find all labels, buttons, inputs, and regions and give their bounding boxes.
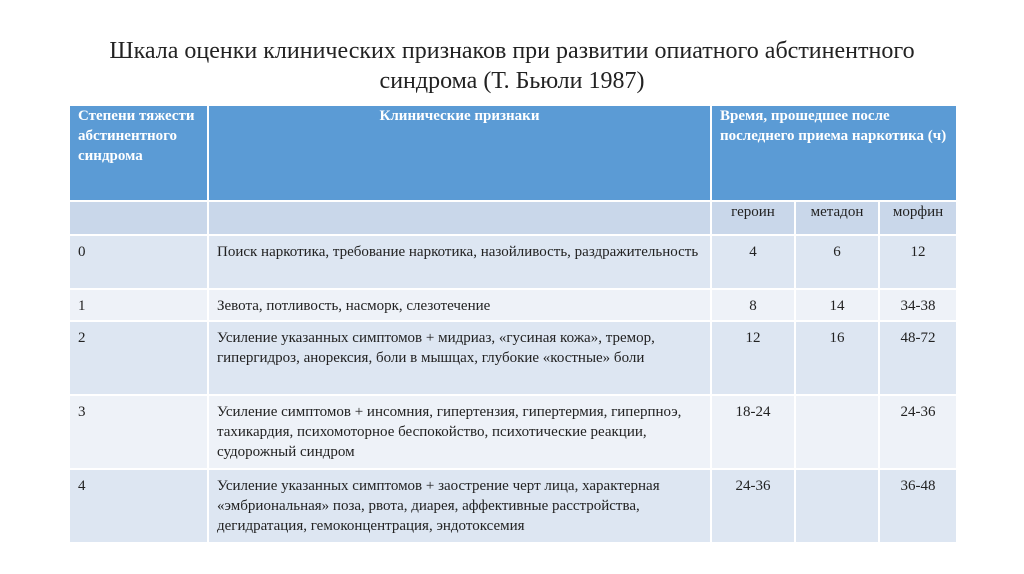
subheader-morphine: морфин (879, 201, 957, 235)
methadone-hours-cell: 14 (795, 289, 879, 321)
table-row (69, 469, 957, 543)
morphine-hours-cell: 24-36 (879, 395, 957, 469)
column-header-severity: Степени тяжести абстинентного синдрома (69, 105, 208, 201)
table-header-row (69, 105, 957, 201)
heroin-hours-cell: 12 (711, 321, 795, 395)
clinical-signs-cell: Зевота, потливость, насморк, слезотечение (208, 289, 711, 321)
methadone-hours-cell: 6 (795, 235, 879, 289)
morphine-hours-cell: 48-72 (879, 321, 957, 395)
heroin-hours-cell: 18-24 (711, 395, 795, 469)
clinical-signs-cell: Усиление указанных симптомов + заострение черт лица, характерная «эмбриональная» поза, рвота, диарея, аффективные расстройства, дегидратация, гемоконцентрация, эндотоксемия (208, 469, 711, 543)
methadone-hours-cell (795, 469, 879, 543)
methadone-hours-cell (795, 395, 879, 469)
morphine-hours-cell: 12 (879, 235, 957, 289)
severity-grade-cell: 4 (69, 469, 208, 543)
subheader-heroin: героин (711, 201, 795, 235)
subheader-methadone: метадон (795, 201, 879, 235)
severity-grade-cell: 0 (69, 235, 208, 289)
subheader-empty-cell (69, 201, 208, 235)
withdrawal-scale-table (68, 104, 958, 544)
table-row (69, 395, 957, 469)
table-row (69, 321, 957, 395)
severity-grade-cell: 3 (69, 395, 208, 469)
slide-title-line-1: Шкала оценки клинических признаков при развитии опиатного абстинентного (109, 38, 915, 64)
table-row (69, 289, 957, 321)
clinical-signs-cell: Усиление симптомов + инсомния, гипертензия, гипертермия, гиперпноэ, тахикардия, психомоторное беспокойство, психотические реакции, судорожный синдром (208, 395, 711, 469)
clinical-signs-cell: Усиление указанных симптомов + мидриаз, «гусиная кожа», тремор, гипергидроз, анорексия, боли в мышцах, глубокие «костные» боли (208, 321, 711, 395)
methadone-hours-cell: 16 (795, 321, 879, 395)
severity-grade-cell: 2 (69, 321, 208, 395)
table-row (69, 235, 957, 289)
clinical-signs-cell: Поиск наркотика, требование наркотика, назойливость, раздражительность (208, 235, 711, 289)
morphine-hours-cell: 34-38 (879, 289, 957, 321)
slide-title-line-2: синдрома (Т. Бьюли 1987) (379, 68, 645, 94)
heroin-hours-cell: 4 (711, 235, 795, 289)
heroin-hours-cell: 24-36 (711, 469, 795, 543)
morphine-hours-cell: 36-48 (879, 469, 957, 543)
column-header-time-since-last-dose: Время, прошедшее после последнего приема наркотика (ч) (711, 105, 957, 201)
table-subheader-row (69, 201, 957, 235)
subheader-empty-cell (208, 201, 711, 235)
column-header-clinical-signs: Клинические признаки (208, 105, 711, 201)
severity-grade-cell: 1 (69, 289, 208, 321)
heroin-hours-cell: 8 (711, 289, 795, 321)
slide-title (40, 36, 984, 96)
